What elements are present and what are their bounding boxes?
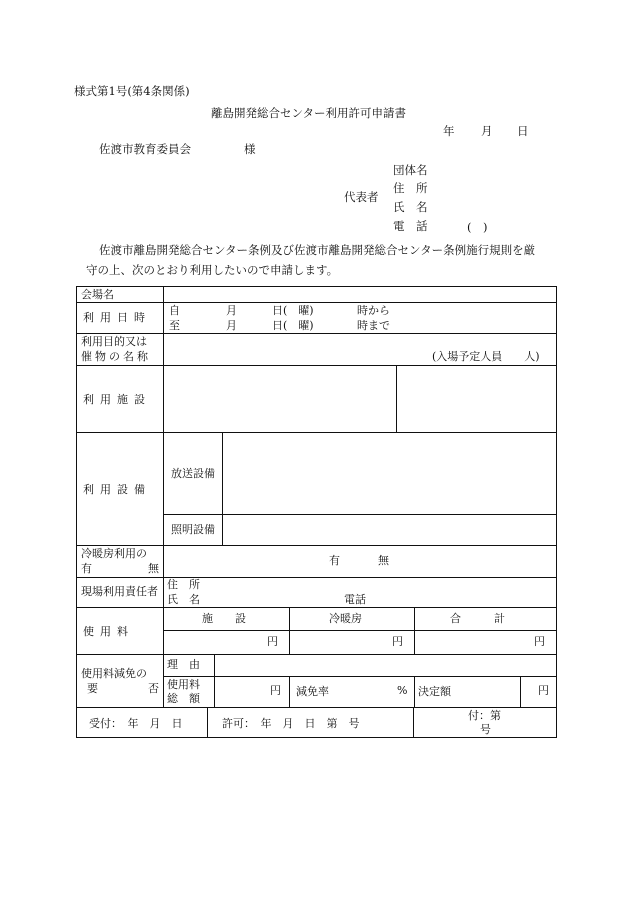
- ac-label-line1: 冷暖房利用の: [81, 547, 147, 560]
- decided-amount-yen: 円: [538, 684, 549, 697]
- fee-ac-yen: 円: [392, 635, 403, 648]
- reduction-rate-label: 減免率: [296, 685, 329, 698]
- form-number: 様式第1号(第4条関係): [74, 84, 190, 98]
- from-label: 自: [169, 304, 180, 317]
- ac-yes-option[interactable]: 有: [329, 554, 340, 567]
- fee-total-label-line2: 総 額: [167, 692, 200, 705]
- fee-total-yen: 円: [534, 635, 545, 648]
- date-month: 月: [481, 124, 493, 138]
- expected-attendance: (入場予定人員 人): [432, 350, 540, 363]
- applicant-name-label: 氏 名: [393, 200, 428, 214]
- applicant-address-label: 住 所: [393, 181, 428, 195]
- applicant-phone-label: 電 話: [393, 219, 428, 233]
- broadcast-equipment-label: 放送設備: [171, 467, 215, 480]
- reduction-rate-percent: %: [397, 684, 408, 697]
- fee-total-label-line1: 使用料: [167, 678, 200, 691]
- issued-number-line2: 号: [480, 723, 491, 736]
- form-title: 離島開発総合センター利用許可申請書: [211, 106, 407, 120]
- site-manager-name-label: 氏 名: [167, 593, 200, 606]
- waiver-label-line2-no: 否: [148, 682, 159, 695]
- waiver-label-line1: 使用料減免の: [81, 667, 147, 680]
- from-month: 月: [226, 304, 237, 317]
- body-text-line1: 佐渡市離島開発総合センター条例及び佐渡市離島開発総合センター条例施行規則を厳: [99, 243, 536, 257]
- ac-no-option[interactable]: 無: [378, 554, 389, 567]
- site-manager-phone-label: 電話: [344, 593, 366, 606]
- waiver-reason-label: 理 由: [167, 658, 200, 671]
- from-time: 時から: [357, 304, 390, 317]
- site-manager-label: 現場利用責任者: [81, 585, 158, 598]
- facility-label: 利用施設: [83, 393, 151, 406]
- to-month: 月: [226, 319, 237, 332]
- purpose-label-line2: 催物の名称: [81, 350, 151, 363]
- waiver-label-line2-yes: 要: [87, 682, 98, 695]
- fee-label: 使用料: [83, 625, 134, 638]
- addressee: 佐渡市教育委員会: [99, 142, 191, 156]
- usage-datetime-label: 利用日時: [83, 311, 151, 324]
- applicant-org-name-label: 団体名: [393, 163, 428, 177]
- to-time: 時まで: [357, 319, 390, 332]
- venue-label: 会場名: [81, 288, 114, 301]
- fee-total-header: 合 計: [450, 612, 505, 625]
- representative-label: 代表者: [344, 190, 379, 204]
- equipment-label: 利用設備: [83, 483, 151, 496]
- ac-label-line2-no: 無: [148, 562, 159, 575]
- issued-number-line1: 付：第: [468, 709, 501, 722]
- site-manager-address-label: 住 所: [167, 578, 200, 591]
- application-form-table: [76, 286, 557, 738]
- date-year: 年: [443, 124, 455, 138]
- received-date: 受付： 年 月 日: [89, 717, 183, 730]
- fee-facility-yen: 円: [267, 635, 278, 648]
- date-day: 日: [517, 124, 529, 138]
- to-label: 至: [169, 319, 180, 332]
- fee-facility-header: 施 設: [202, 612, 246, 625]
- ac-label-line2-yes: 有: [81, 562, 92, 575]
- permitted-date-number: 許可： 年 月 日 第 号: [222, 717, 360, 730]
- to-day-weekday: 日( 曜): [272, 319, 314, 332]
- decided-amount-label: 決定額: [418, 685, 451, 698]
- fee-total-yen-waiver: 円: [270, 684, 281, 697]
- from-day-weekday: 日( 曜): [272, 304, 314, 317]
- applicant-phone-paren: ( ): [467, 220, 488, 234]
- honorific: 様: [244, 142, 256, 156]
- fee-ac-header: 冷暖房: [329, 612, 362, 625]
- body-text-line2: 守の上、次のとおり利用したいので申請します。: [86, 263, 339, 277]
- purpose-label-line1: 利用目的又は: [81, 335, 147, 348]
- lighting-equipment-label: 照明設備: [171, 523, 215, 536]
